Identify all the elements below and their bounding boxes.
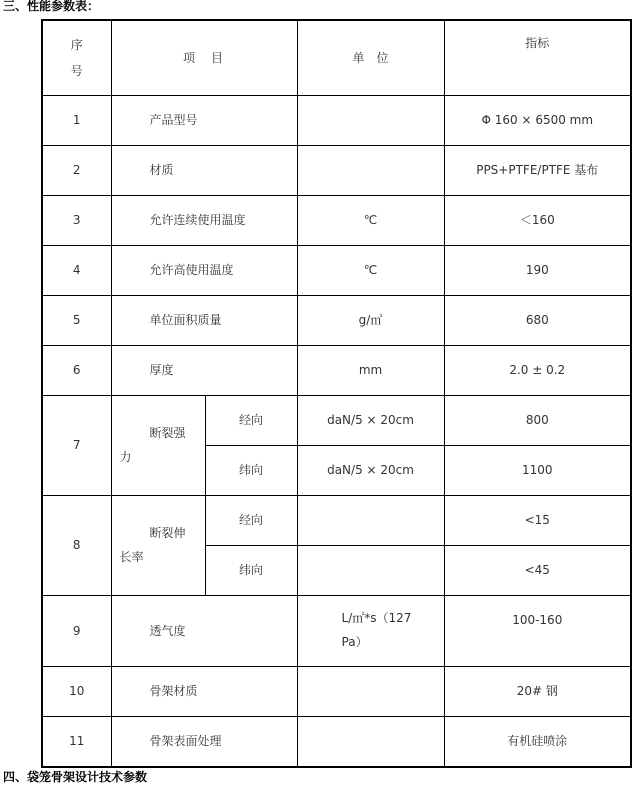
row-item: 透气度 — [111, 595, 297, 666]
row-item: 骨架表面处理 — [111, 716, 297, 767]
row-value: <45 — [444, 545, 631, 595]
row-item: 允许高使用温度 — [111, 245, 297, 295]
header-value: 指标 — [444, 20, 631, 95]
row-sub-direction: 纬向 — [205, 445, 297, 495]
table-row — [42, 195, 631, 245]
row-no: 2 — [42, 145, 111, 195]
header-no: 序号 — [42, 20, 111, 95]
row-item: 断裂强力 — [111, 395, 205, 495]
row-value: 20# 钢 — [444, 666, 631, 716]
row-unit — [297, 545, 444, 595]
row-sub-direction: 纬向 — [205, 545, 297, 595]
row-item: 断裂伸长率 — [111, 495, 205, 595]
table-row — [42, 95, 631, 145]
table-row — [42, 495, 631, 545]
row-value: PPS+PTFE/PTFE 基布 — [444, 145, 631, 195]
row-value: 有机硅喷涂 — [444, 716, 631, 767]
row-item: 单位面积质量 — [111, 295, 297, 345]
row-value: 800 — [444, 395, 631, 445]
table-header-row — [42, 20, 631, 95]
section-heading: 三、性能参数表： — [3, 0, 100, 13]
table-row — [42, 395, 631, 445]
row-unit — [297, 495, 444, 545]
row-unit: L/㎡*s（127 Pa） — [297, 595, 444, 666]
row-item: 骨架材质 — [111, 666, 297, 716]
row-no: 11 — [42, 716, 111, 767]
row-item: 产品型号 — [111, 95, 297, 145]
row-value: 1100 — [444, 445, 631, 495]
header-unit: 单 位 — [297, 20, 444, 95]
row-no: 6 — [42, 345, 111, 395]
row-unit — [297, 666, 444, 716]
row-unit — [297, 716, 444, 767]
row-item: 材质 — [111, 145, 297, 195]
row-item: 厚度 — [111, 345, 297, 395]
row-no: 5 — [42, 295, 111, 345]
table-row — [42, 345, 631, 395]
row-unit: mm — [297, 345, 444, 395]
row-sub-direction: 经向 — [205, 395, 297, 445]
row-value: <15 — [444, 495, 631, 545]
table-row — [42, 245, 631, 295]
row-value: 2.0 ± 0.2 — [444, 345, 631, 395]
table-row — [42, 145, 631, 195]
performance-parameter-table — [41, 19, 632, 768]
row-unit: daN/5 × 20cm — [297, 395, 444, 445]
table-row — [42, 666, 631, 716]
row-value: 100-160 — [444, 595, 631, 666]
row-no: 4 — [42, 245, 111, 295]
row-unit: daN/5 × 20cm — [297, 445, 444, 495]
row-unit — [297, 95, 444, 145]
row-item: 允许连续使用温度 — [111, 195, 297, 245]
row-unit — [297, 145, 444, 195]
row-no: 1 — [42, 95, 111, 145]
row-value: Φ 160 × 6500 mm — [444, 95, 631, 145]
next-section-heading: 四、袋笼骨架设计技术参数 — [3, 770, 148, 784]
row-unit: ℃ — [297, 245, 444, 295]
table-row — [42, 595, 631, 666]
table-row — [42, 295, 631, 345]
row-unit: g/㎡ — [297, 295, 444, 345]
table-row — [42, 716, 631, 767]
row-no: 9 — [42, 595, 111, 666]
header-item: 项 目 — [111, 20, 297, 95]
row-value: ＜160 — [444, 195, 631, 245]
row-unit: ℃ — [297, 195, 444, 245]
row-no: 8 — [42, 495, 111, 595]
row-no: 7 — [42, 395, 111, 495]
row-value: 680 — [444, 295, 631, 345]
row-value: 190 — [444, 245, 631, 295]
row-no: 10 — [42, 666, 111, 716]
row-sub-direction: 经向 — [205, 495, 297, 545]
row-no: 3 — [42, 195, 111, 245]
